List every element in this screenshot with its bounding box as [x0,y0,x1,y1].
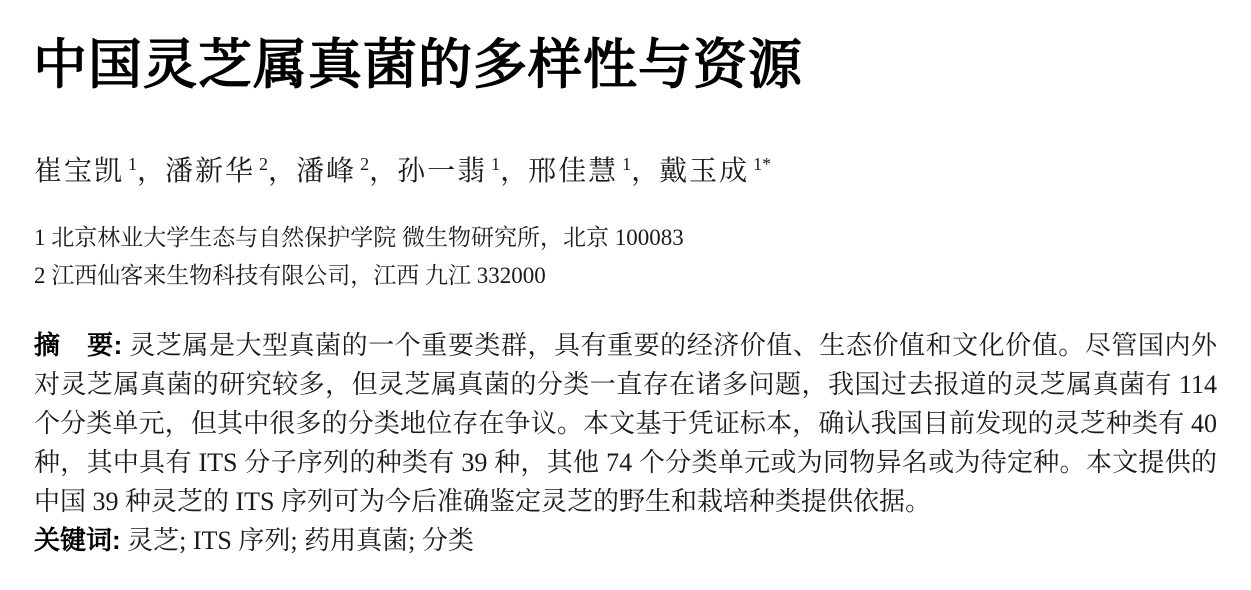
author-affiliation-sup: 1* [753,153,772,174]
author-name: 崔宝凯 [34,156,125,187]
author-affiliation-sup: 1 [128,153,138,174]
author [528,153,660,187]
author-name: 潘新华 [165,156,256,187]
author [34,153,166,187]
author-separator: ， [137,156,166,187]
author-line [34,149,771,189]
author [296,153,398,187]
keywords-text: 灵芝; ITS 序列; 药用真菌; 分类 [127,526,474,555]
author-affiliation-sup: 1 [622,153,632,174]
abstract-label: 摘 要: [34,330,123,360]
abstract-paragraph [34,326,1217,521]
author-name: 孙一翡 [397,156,488,187]
author-name: 潘峰 [296,156,357,187]
abstract-block [34,326,1217,560]
author [659,153,772,187]
author-name: 戴玉成 [659,156,750,187]
author [165,153,297,187]
abstract-text: 灵芝属是大型真菌的一个重要类群，具有重要的经济价值、生态价值和文化价值。尽管国内外对灵芝属真菌的研究较多，但灵芝属真菌的分类一直存在诸多问题，我国过去报道的灵芝属真菌有 114 个分类单元，但其中很多的分类地位存在争议。本文基于凭证标本，确认我国目前发现的灵芝种类有 40 种，其中具有 ITS 分子序列的种类有 39 种，其他 74 个分类单元或为同物异名或为待定种。本文提供的中国 39 种灵芝的 ITS 序列可为今后准确鉴定灵芝的野生和栽培种类提供依据。 [34,331,1217,516]
author-name: 邢佳慧 [528,156,619,187]
affiliation-line: 2 江西仙客来生物科技有限公司，江西 九江 332000 [34,263,546,288]
author-affiliation-sup: 2 [360,153,370,174]
author-affiliation-sup: 1 [491,153,501,174]
author-separator: ， [268,156,297,187]
author-separator: ， [369,156,398,187]
author [397,153,529,187]
author-separator: ， [631,156,660,187]
paper-title: 中国灵芝属真菌的多样性与资源 [33,35,803,95]
author-affiliation-sup: 2 [259,153,269,174]
author-separator: ， [500,156,529,187]
keywords-line [34,521,1217,560]
affiliation-list [34,219,684,295]
keywords-label: 关键词: [34,525,121,555]
affiliation-line: 1 北京林业大学生态与自然保护学院 微生物研究所，北京 100083 [34,225,684,250]
